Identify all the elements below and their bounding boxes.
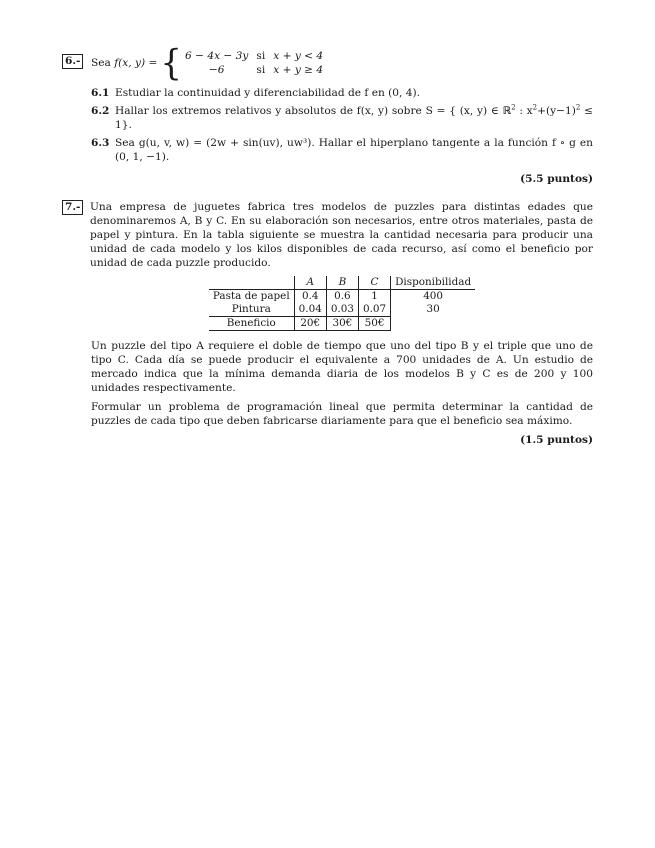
problem-paragraph: Formular un problema de programación lineal que permita determinar la cantidad de puzzles de cada tipo que deben fabricarse diariamente para que el beneficio sea máximo. [91, 401, 593, 427]
table-row [209, 290, 475, 304]
table-cell: 400 [391, 290, 476, 304]
subquestion-text: Hallar los extremos relativos y absolutos de f(x, y) sobre S = { (x, y) ∈ ℝ$^2$ : $x^2+(y-1)^2 \le 1$}. [115, 103, 594, 131]
table-cell: Beneficio [209, 317, 294, 331]
table-header-cell: Disponibilidad [391, 276, 476, 290]
table-cell: 30€ [326, 317, 358, 331]
function-definition [91, 42, 593, 84]
table-header-cell [209, 276, 294, 290]
table-cell [391, 317, 476, 331]
table-cell: Pintura [231, 303, 271, 315]
subquestion-text: Estudiar la continuidad y diferenciabilidad de f en (0, 4). [115, 87, 421, 99]
problem-number: 7.- [62, 200, 83, 215]
table-row [209, 317, 475, 331]
table-cell: 50€ [358, 317, 390, 331]
case1-condition: x + y < 4 [273, 50, 324, 62]
table-cell: 30 [391, 303, 476, 317]
problem-7 [62, 200, 593, 447]
case2-expression: −6 [208, 64, 225, 76]
table-cell: 1 [358, 290, 390, 304]
problem-number: 6.- [62, 54, 83, 69]
problem-6 [62, 42, 594, 186]
problem-intro: Una empresa de juguetes fabrica tres modelos de puzzles para distintas edades que denominaremos A, B y C. En su elaboración son necesarios, entre otros materiales, pasta de papel y pintura. En la tabla siguiente se muestra la cantidad necesaria para producir una unidad de cada modelo y los kilos disponibles de cada recurso, así como el beneficio por unidad de cada puzzle producido. [90, 201, 593, 269]
points-label: (1.5 puntos) [520, 434, 593, 446]
table-header-cell: A [294, 276, 326, 290]
left-brace: { [160, 42, 182, 84]
resources-table [209, 276, 475, 331]
table-header-row [209, 276, 475, 290]
case2-si: si [256, 64, 266, 76]
table-cell: 0.4 [294, 290, 326, 304]
table-cell: 20€ [294, 317, 326, 331]
subquestion-6-3 [91, 136, 593, 164]
table-cell: 0.03 [326, 303, 358, 317]
function-name: f(x, y) = [114, 57, 158, 69]
table-row [209, 303, 475, 317]
case1-si: si [256, 50, 266, 62]
subquestion-text: Sea g(u, v, w) = (2w + sin(uv), uw³). Hallar el hiperplano tangente a la función f ∘ g en (0, 1, −1). [115, 137, 593, 163]
table-cell: 0.6 [326, 290, 358, 304]
subquestion-number: 6.3 [91, 137, 110, 149]
table-header-cell: C [358, 276, 390, 290]
table-header-cell: B [326, 276, 358, 290]
case2-condition: x + y ≥ 4 [273, 64, 324, 76]
table-cell: 0.04 [294, 303, 326, 317]
points-label: (5.5 puntos) [520, 173, 593, 185]
subquestion-6-1 [91, 86, 593, 100]
subquestions [91, 86, 593, 164]
case1-expression: 6 − 4x − 3y [185, 50, 249, 62]
table-cell: 0.07 [358, 303, 390, 317]
piecewise-cases [185, 49, 323, 77]
sea-label: Sea [91, 57, 111, 69]
table-cell: Pasta de papel [212, 290, 290, 302]
subquestion-number: 6.2 [91, 105, 110, 117]
problem-paragraph: Un puzzle del tipo A requiere el doble de tiempo que uno del tipo B y el triple que uno de tipo C. Cada día se puede producir el equivalente a 700 unidades de A. Un estudio de mercado indica que la mínima demanda diaria de los modelos B y C es de 200 y 100 unidades respectivamente. [91, 340, 593, 394]
subquestion-number: 6.1 [91, 87, 110, 99]
subquestion-6-2 [91, 104, 593, 132]
